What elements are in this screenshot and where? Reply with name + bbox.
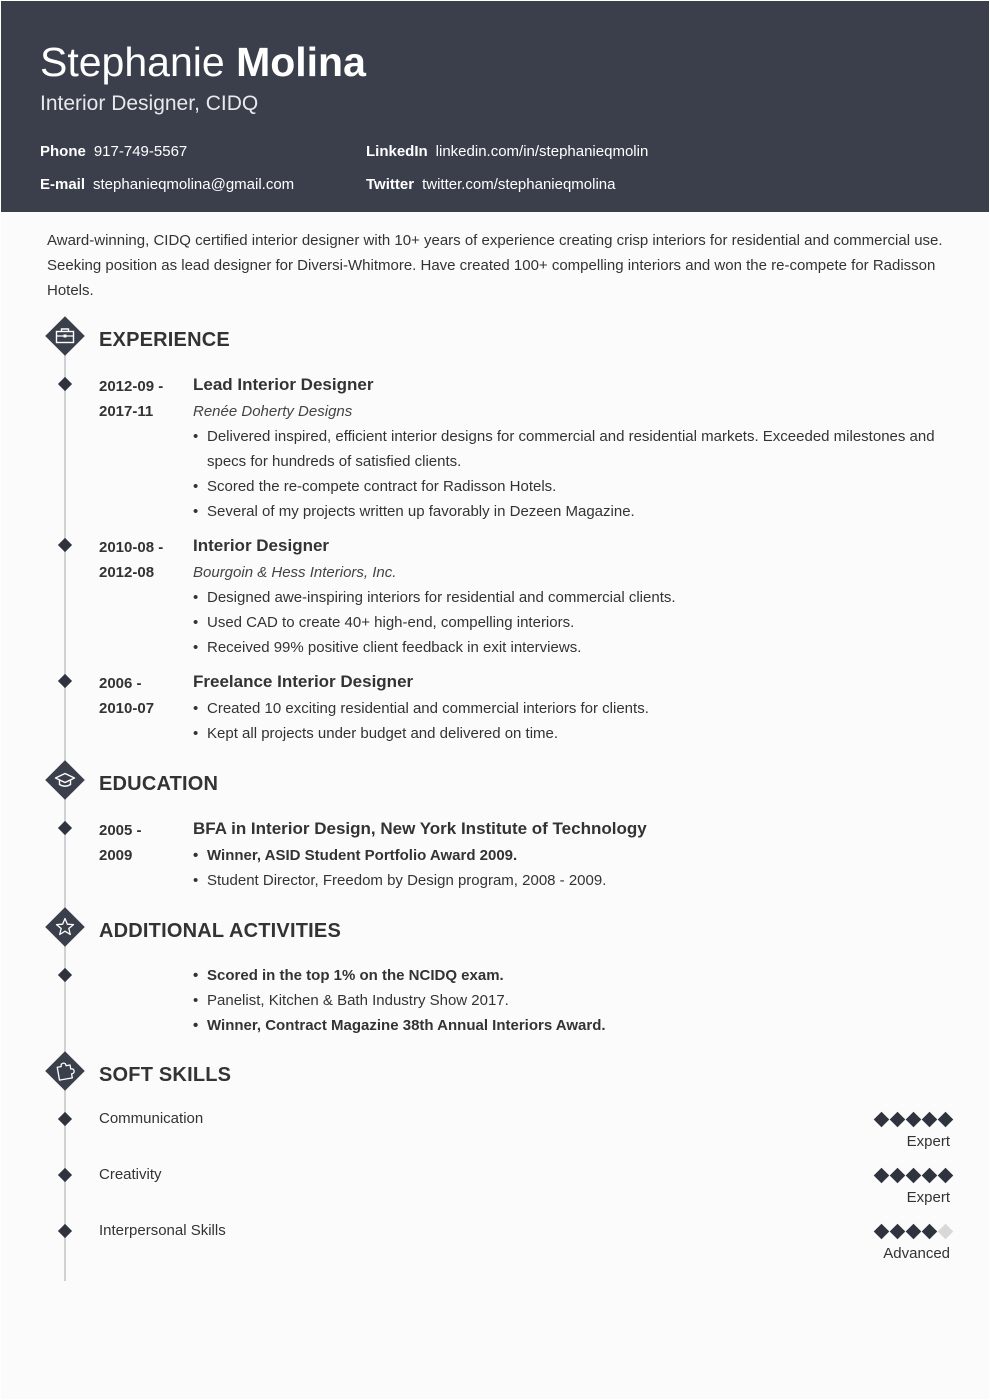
rating-diamond-filled <box>874 1224 890 1240</box>
list-item: • Several of my projects written up favorably in Dezeen Magazine. <box>193 499 953 524</box>
contact-email <box>40 175 294 195</box>
timeline-marker <box>58 377 72 391</box>
skill-name: Interpersonal Skills <box>99 1222 226 1239</box>
contact-value[interactable]: stephanieqmolina@gmail.com <box>93 176 295 193</box>
rating-diamond-filled <box>906 1168 922 1184</box>
degree-title: BFA in Interior Design, New York Institute of Technology <box>193 819 647 838</box>
activities-entry <box>193 963 953 1038</box>
star-icon <box>44 906 86 948</box>
list-item: • Winner, ASID Student Portfolio Award 2009. <box>193 843 953 868</box>
date-start: 2006 - <box>99 675 142 692</box>
rating-diamond-filled <box>922 1168 938 1184</box>
resume-header <box>1 1 989 212</box>
timeline-marker <box>58 1168 72 1182</box>
rating-diamond-filled <box>890 1112 906 1128</box>
date-end: 2017-11 <box>99 403 154 420</box>
date-end: 2009 <box>99 847 133 864</box>
skill-level: Advanced <box>883 1245 950 1262</box>
contact-value[interactable]: 917-749-5567 <box>93 143 188 160</box>
date-start: 2005 - <box>99 822 142 839</box>
resume-page <box>1 1 989 1399</box>
list-item: • Kept all projects under budget and delivered on time. <box>193 721 953 746</box>
rating-diamond-filled <box>890 1224 906 1240</box>
rating-diamond-filled <box>922 1224 938 1240</box>
candidate-title: Interior Designer, CIDQ <box>40 92 259 115</box>
company-name: Renée Doherty Designs <box>193 403 353 420</box>
contact-value[interactable]: twitter.com/stephanieqmolina <box>422 176 616 193</box>
timeline-marker <box>58 968 72 982</box>
job-title: Lead Interior Designer <box>193 375 374 394</box>
contact-label: E-mail <box>40 176 86 193</box>
job-title: Freelance Interior Designer <box>193 672 414 691</box>
rating-diamond-filled <box>938 1112 954 1128</box>
timeline-marker <box>58 821 72 835</box>
skills-heading: SOFT SKILLS <box>99 1064 232 1086</box>
rating-diamond-filled <box>938 1168 954 1184</box>
list-item: • Scored the re-compete contract for Radisson Hotels. <box>193 474 953 499</box>
timeline-marker <box>58 1224 72 1238</box>
rating-diamond-filled <box>890 1168 906 1184</box>
contact-phone <box>40 142 187 162</box>
date-start: 2012-09 - <box>99 378 164 395</box>
job-entry <box>193 373 953 524</box>
education-dates <box>99 818 142 868</box>
job-entry <box>193 670 953 746</box>
skill-rating <box>876 1114 951 1125</box>
skill-level: Expert <box>906 1189 950 1206</box>
contact-twitter <box>366 175 616 195</box>
contact-label: Twitter <box>366 176 415 193</box>
rating-diamond-filled <box>906 1112 922 1128</box>
contact-linkedin <box>366 142 648 162</box>
education-bullets <box>193 843 953 893</box>
list-item: • Created 10 exciting residential and commercial interiors for clients. <box>193 696 953 721</box>
skill-name: Communication <box>99 1110 204 1127</box>
list-item: • Panelist, Kitchen & Bath Industry Show 2017. <box>193 988 953 1013</box>
timeline-marker <box>58 538 72 552</box>
education-heading: EDUCATION <box>99 773 219 795</box>
job-dates <box>99 671 154 721</box>
rating-diamond-filled <box>874 1112 890 1128</box>
education-entry <box>193 817 953 893</box>
first-name: Stephanie <box>40 39 225 85</box>
list-item: • Student Director, Freedom by Design program, 2008 - 2009. <box>193 868 953 893</box>
experience-heading: EXPERIENCE <box>99 329 230 351</box>
timeline-marker <box>58 674 72 688</box>
job-bullets <box>193 424 953 524</box>
list-item: • Delivered inspired, efficient interior designs for commercial and residential markets. Exceeded milestones and specs for hundreds of satisfied clients. <box>193 424 953 474</box>
list-item: • Received 99% positive client feedback in exit interviews. <box>193 635 953 660</box>
profile-summary: Award-winning, CIDQ certified interior designer with 10+ years of experience creating crisp interiors for residential and commercial use. Seeking position as lead designer for Diversi-Whitmore. Have created 100+ compelling interiors and won the re-compete for Radisson Hotels. <box>47 232 943 299</box>
date-end: 2010-07 <box>99 700 155 717</box>
contact-value[interactable]: linkedin.com/in/stephanieqmolin <box>435 143 649 160</box>
last-name: Molina <box>236 39 366 85</box>
rating-diamond-filled <box>874 1168 890 1184</box>
rating-diamond-empty <box>938 1224 954 1240</box>
skill-rating <box>876 1226 951 1237</box>
timeline-marker <box>58 1112 72 1126</box>
skill-name: Creativity <box>99 1166 162 1183</box>
job-bullets <box>193 696 953 746</box>
rating-diamond-filled <box>922 1112 938 1128</box>
puzzle-icon <box>44 1050 86 1092</box>
list-item: • Used CAD to create 40+ high-end, compelling interiors. <box>193 610 953 635</box>
graduation-cap-icon <box>44 759 86 801</box>
timeline-line <box>64 351 66 1281</box>
activities-bullets <box>193 963 953 1038</box>
candidate-name <box>40 39 366 85</box>
job-title: Interior Designer <box>193 536 330 555</box>
date-end: 2012-08 <box>99 564 155 581</box>
list-item: • Winner, Contract Magazine 38th Annual Interiors Award. <box>193 1013 953 1038</box>
contact-label: LinkedIn <box>366 143 428 160</box>
list-item: • Designed awe-inspiring interiors for residential and commercial clients. <box>193 585 953 610</box>
company-name: Bourgoin & Hess Interiors, Inc. <box>193 564 397 581</box>
date-start: 2010-08 - <box>99 539 164 556</box>
skill-rating <box>876 1170 951 1181</box>
job-dates <box>99 374 163 424</box>
job-entry <box>193 534 953 660</box>
rating-diamond-filled <box>906 1224 922 1240</box>
list-item: • Scored in the top 1% on the NCIDQ exam. <box>193 963 953 988</box>
job-dates <box>99 535 163 585</box>
contact-label: Phone <box>40 143 86 160</box>
briefcase-icon <box>44 315 86 357</box>
activities-heading: ADDITIONAL ACTIVITIES <box>99 920 341 942</box>
skill-level: Expert <box>906 1133 950 1150</box>
job-bullets <box>193 585 953 660</box>
